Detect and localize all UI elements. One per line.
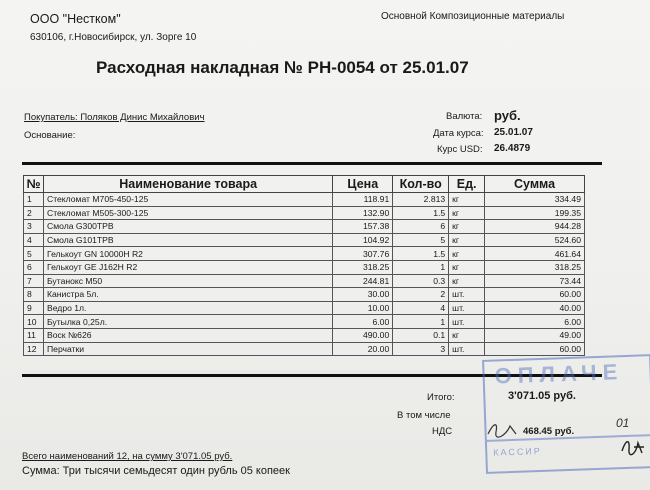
items-count-summary: Всего наименований 12, на сумму 3'071.05 руб.: [22, 451, 233, 462]
currency-label: Валюта:: [446, 111, 483, 122]
signature-mark: [620, 435, 646, 457]
usd-rate-label: Курс USD:: [437, 144, 483, 155]
vat-label: НДС: [432, 426, 453, 437]
company-name: ООО "Нестком": [30, 12, 121, 26]
table-row: 11 Воск №626 490.00 0.1 кг 49.00: [24, 328, 585, 342]
rate-date-label: Дата курса:: [433, 128, 484, 139]
goods-category: Основной Композиционные материалы: [381, 11, 565, 22]
col-header-unit: Ед.: [449, 176, 485, 193]
table-row: 9 Ведро 1л. 10.00 4 шт. 40.00: [24, 301, 585, 315]
table-row: 2 Стекломат М505-300-125 132.90 1.5 кг 199.35: [24, 206, 585, 220]
currency-value: руб.: [494, 108, 521, 123]
invoice-title: Расходная накладная № РН-0054 от 25.01.07: [96, 58, 469, 77]
stamp-word: ОПЛАЧЕ: [494, 359, 624, 389]
total-label: Итого:: [427, 392, 455, 403]
company-address: 630106, г.Новосибирск, ул. Зорге 10: [30, 32, 197, 43]
col-header-price: Цена: [333, 176, 393, 193]
stamp-cashier: КАССИР: [493, 445, 542, 458]
usd-rate-value: 26.4879: [494, 143, 531, 154]
items-table: [23, 175, 585, 356]
buyer-line: Покупатель: Поляков Динис Михайлович: [24, 112, 205, 123]
table-row: 4 Смола G101TPB 104.92 5 кг 524.60: [24, 233, 585, 247]
total-value: 3'071.05 руб.: [508, 390, 576, 402]
table-row: 6 Гелькоут GE J162H R2 318.25 1 кг 318.25: [24, 260, 585, 274]
vat-value: 468.45 руб.: [523, 426, 575, 437]
sum-in-words: Сумма: Три тысячи семьдесят один рубль 05 копеек: [22, 465, 290, 477]
col-header-qty: Кол-во: [393, 176, 449, 193]
col-header-name: Наименование товара: [43, 176, 332, 193]
table-row: 3 Смола G300TPB 157.38 6 кг 944.28: [24, 220, 585, 234]
rate-date-value: 25.01.07: [494, 127, 533, 138]
table-row: 7 Бутанокс М50 244.81 0.3 кг 73.44: [24, 274, 585, 288]
table-row: 10 Бутылка 0,25л. 6.00 1 шт. 6.00: [24, 315, 585, 329]
table-row: 5 Гелькоут GN 10000H R2 307.76 1.5 кг 461.64: [24, 247, 585, 261]
table-row: 1 Стекломат М705-450-125 118.91 2.813 кг 334.49: [24, 193, 585, 207]
top-rule: [22, 162, 602, 165]
table-row: 8 Канистра 5л. 30.00 2 шт. 60.00: [24, 288, 585, 302]
col-header-sum: Сумма: [485, 176, 585, 193]
handwritten-date: 01: [616, 416, 630, 430]
col-header-num: №: [24, 176, 44, 193]
incl-label: В том числе: [397, 410, 451, 421]
basis-label: Основание:: [24, 130, 76, 141]
vat-signature-mark: [486, 420, 520, 438]
table-header-row: [24, 176, 585, 193]
table-row: 12 Перчатки 20.00 3 шт. 60.00: [24, 342, 585, 356]
